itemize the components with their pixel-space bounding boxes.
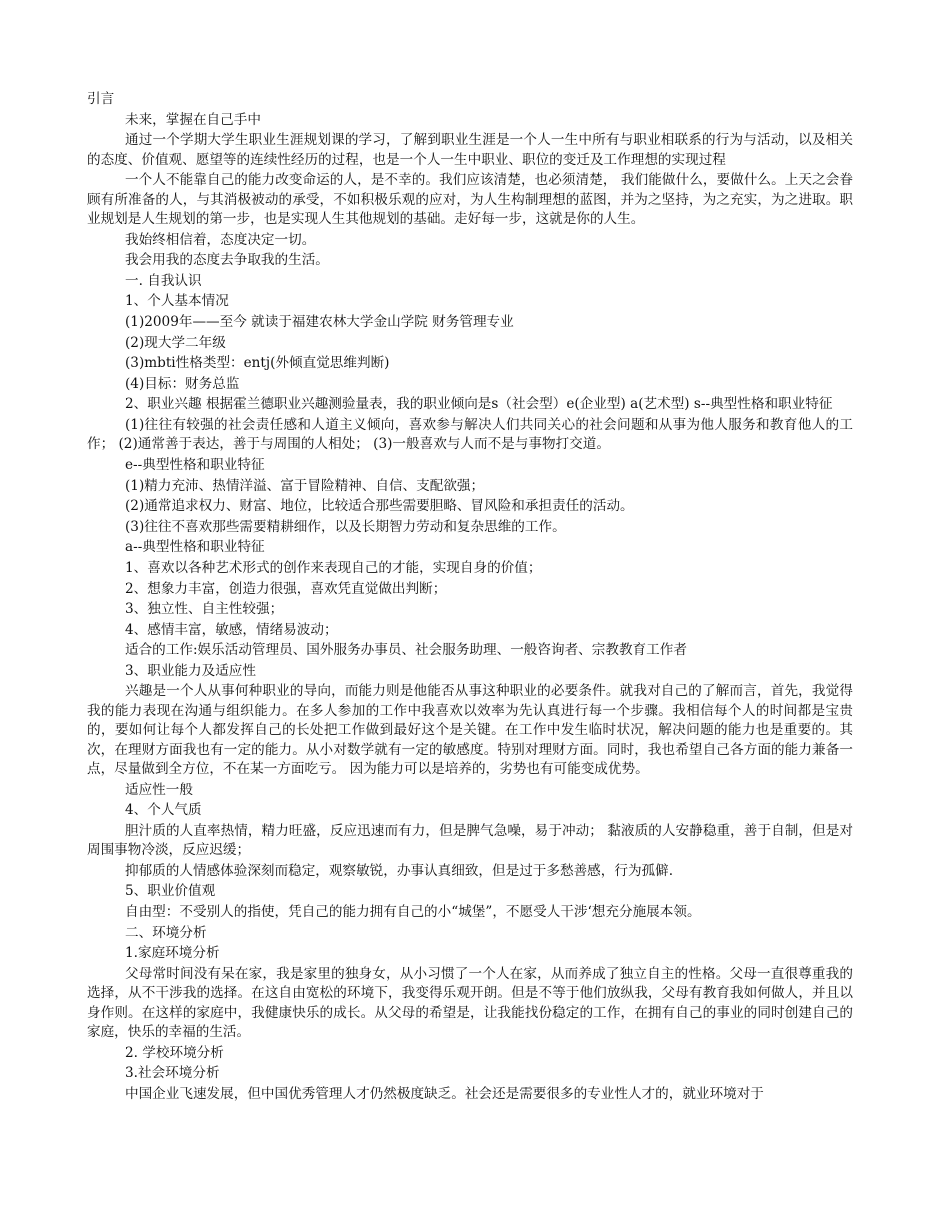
paragraph: 2、想象力丰富，创造力很强，喜欢凭直觉做出判断； — [125, 580, 447, 597]
paragraph: 1.家庭环境分析 — [125, 945, 220, 962]
paragraph: 一个人不能靠自己的能力改变命运的人，是不幸的。我们应该清楚，也必须清楚， 我们能做什么，要做什么。上天之会眷顾有所准备的人，与其消极被动的承受，不如积极乐观的应对，为人生构制理想的蓝图，并为之坚持，为之充实，为之进取。职业规划是人生规划的第一步，也是实现人生其他规划的基础。走好每一步，这就是你的人生。 — [87, 172, 853, 227]
paragraph: 未来，掌握在自己手中 — [125, 111, 261, 128]
paragraph: 4、个人气质 — [125, 802, 202, 819]
paragraph: 我始终相信着，态度决定一切。 — [125, 231, 316, 248]
paragraph: 父母常时间没有呆在家，我是家里的独身女，从小习惯了一个人在家，从而养成了独立自主的性格。父母一直很尊重我的选择，从不干涉我的选择。在这自由宽松的环境下，我变得乐观开朗。但是不等于他们放纵我，父母有教育我如何做人，并且以身作则。在这样的家庭中，我健康快乐的成长。从父母的希望是，让我能找份稳定的工作，在拥有自己的事业的同时创建自己的家庭，快乐的幸福的生活。 — [87, 965, 853, 1041]
paragraph: 4、感情丰富，敏感，情绪易波动； — [125, 621, 338, 638]
paragraph: 中国企业飞速发展，但中国优秀管理人才仍然极度缺乏。社会还是需要很多的专业性人才的，就业环境对于 — [125, 1085, 764, 1102]
paragraph: 2、职业兴趣 根据霍兰德职业兴趣测验量表，我的职业倾向是s（社会型）e(企业型) a(艺术型) s--典型性格和职业特征 — [125, 396, 833, 413]
paragraph: 自由型：不受别人的指使，凭自己的能力拥有自己的小“城堡”，不愿受人干涉‘想充分施展本领。 — [125, 904, 701, 921]
paragraph: (1)精力充沛、热情洋溢、富于冒险精神、自信、支配欲强； — [125, 477, 485, 494]
paragraph: 我会用我的态度去争取我的生活。 — [125, 252, 329, 269]
paragraph: (3)mbti性格类型：entj(外倾直觉思维判断) — [125, 355, 390, 372]
paragraph: a--典型性格和职业特征 — [125, 539, 265, 556]
paragraph: (2)通常追求权力、财富、地位，比较适合那些需要胆略、冒风险和承担责任的活动。 — [125, 498, 634, 515]
paragraph: 胆汁质的人直率热情，精力旺盛，反应迅速而有力，但是脾气急噪，易于冲动； 黏液质的人安静稳重，善于自制，但是对周围事物冷淡，反应迟缓； — [87, 822, 853, 859]
paragraph: 3、职业能力及适应性 — [125, 662, 256, 679]
document-body — [87, 90, 853, 1105]
paragraph: e--典型性格和职业特征 — [125, 456, 265, 473]
paragraph: 二、环境分析 — [125, 924, 207, 941]
paragraph: 1、喜欢以各种艺术形式的创作来表现自己的才能，实现自身的价值； — [125, 559, 542, 576]
paragraph: 抑郁质的人情感体验深刻而稳定，观察敏锐，办事认真细致，但是过于多愁善感，行为孤僻. — [125, 862, 674, 879]
paragraph: 5、职业价值观 — [125, 883, 216, 900]
paragraph: (3)往往不喜欢那些需要精耕细作，以及长期智力劳动和复杂思维的工作。 — [125, 518, 566, 535]
paragraph: (2)现大学二年级 — [125, 334, 226, 351]
paragraph: (1)2009年——至今 就读于福建农林大学金山学院 财务管理专业 — [125, 313, 514, 330]
paragraph: 3.社会环境分析 — [125, 1065, 220, 1082]
paragraph: (4)目标：财务总监 — [125, 375, 240, 392]
paragraph: 3、独立性、自主性较强； — [125, 601, 284, 618]
paragraph: 适应性一般 — [125, 781, 193, 798]
paragraph: 引言 — [87, 91, 115, 107]
paragraph: 兴趣是一个人从事何种职业的导向，而能力则是他能否从事这种职业的必要条件。就我对自己的了解而言，首先，我觉得我的能力表现在沟通与组织能力。在多人参加的工作中我喜欢以效率为先认真进行每一个步骤。我相信每个人的时间都是宝贵的，要如何让每个人都发挥自己的长处把工作做到最好这个是关键。在工作中发生临时状况，解决问题的能力也是重要的。其次，在理财方面我也有一定的能力。从小对数学就有一定的敏感度。特别对理财方面。同时，我也希望自己各方面的能力兼备一点，尽量做到全方位，不在某一方面吃亏。 因为能力可以是培养的，劣势也有可能变成优势。 — [87, 683, 853, 778]
paragraph: 通过一个学期大学生职业生涯规划课的学习，了解到职业生涯是一个人一生中所有与职业相联系的行为与活动，以及相关的态度、价值观、愿望等的连续性经历的过程，也是一个人一生中职业、职位的变迁及工作理想的实现过程 — [87, 132, 853, 168]
paragraph: 一. 自我认识 — [125, 272, 202, 289]
paragraph: 适合的工作:娱乐活动管理员、国外服务办事员、社会服务助理、一般咨询者、宗教教育工作者 — [125, 642, 687, 659]
paragraph: 2. 学校环境分析 — [125, 1044, 224, 1061]
paragraph: 1、个人基本情况 — [125, 293, 229, 310]
paragraph: (1)往往有较强的社会责任感和人道主义倾向，喜欢参与解决人们共同关心的社会问题和从事为他人服务和教育他人的工作； (2)通常善于表达，善于与周围的人相处； (3)一般喜欢与人而不是与事物打交道。 — [87, 416, 853, 453]
